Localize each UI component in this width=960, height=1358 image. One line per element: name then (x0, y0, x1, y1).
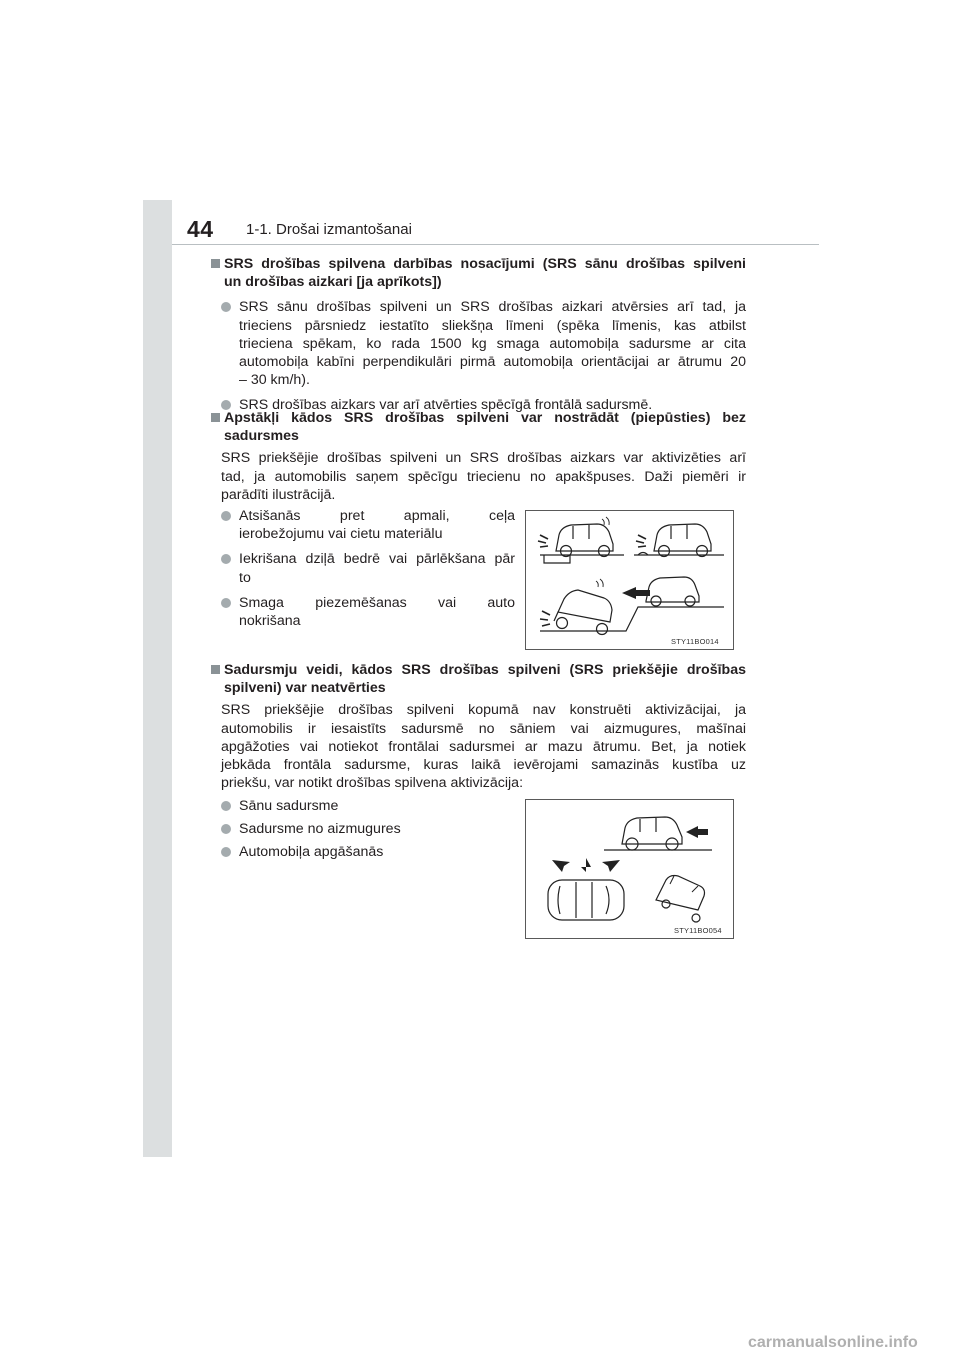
square-bullet-icon (211, 665, 220, 674)
list-item: SRS drošības aizkars var arī atvērties spēcīgā frontālā sadursmē. (219, 396, 746, 414)
list-item: Sadursme no aizmugures (219, 820, 511, 838)
collision-types-list (211, 797, 511, 862)
list-item: Iekrišana dziļā bedrē vai pārlēkšana pār to (219, 550, 515, 586)
list-item: Sānu sadursme (219, 797, 511, 815)
list-item: Automobiļa apgāšanās (219, 843, 511, 861)
section-heading: Apstākļi kādos SRS drošības spilveni var nostrādāt (piepūsties) bez sadursmes (211, 409, 746, 445)
paragraph: SRS priekšējie drošības spilveni un SRS drošības aizkars var aktivizēties arī tad, ja automobilis saņem spēcīgu triecienu no apakšpuses. Daži piemēri ir parādīti ilustrācijā. (221, 450, 746, 503)
list-item: Smaga piezemēšanas vai auto nokrišana (219, 594, 515, 630)
bullet-dot-icon (221, 554, 231, 564)
section-title: 1-1. Drošai izmantošanai (246, 221, 412, 238)
section-heading: Sadursmju veidi, kādos SRS drošības spilveni (SRS priekšējie drošības spilveni) var neatvērties (211, 661, 746, 697)
paragraph: SRS priekšējie drošības spilveni kopumā nav konstruēti aktivizācijai, ja automobilis ir iesaistīts sadursmē no sāniem vai aizmugures, mašīnai apgāžoties vai notiekot frontālai sadursmei ar mazu ātrumu. Bet, ja notiek jebkāda frontāla sadursme, kuras laikā ievērojami samazinās kustība uz priekšu, var notikt drošības spilvena aktivizācija: (221, 702, 746, 792)
bullet-dot-icon (221, 847, 231, 857)
section-heading: SRS drošības spilvena darbības nosacījumi (SRS sānu drošības spilveni un drošības aizkari [ja aprīkots]) (211, 255, 746, 291)
collision-drawing (526, 800, 733, 938)
bullet-dot-icon (221, 598, 231, 608)
page-number: 44 (187, 216, 214, 242)
header-divider (172, 244, 819, 245)
figure-code: STY11BO014 (671, 637, 719, 646)
impact-examples-list (211, 507, 515, 630)
underbody-impact-illustration (525, 510, 734, 650)
bullet-dot-icon (221, 824, 231, 834)
section-no-deploy-collisions (211, 661, 746, 792)
bullet-dot-icon (221, 801, 231, 811)
list-item: SRS sānu drošības spilveni un SRS drošības aizkari atvērsies arī tad, ja trieciens pārsniedz iestatīto sliekšņa līmeni (spēka līmenis, kas atbilst trieciena spēkam, ko rada 1500 kg smaga automobiļa sadursme ar cita automobiļa kabīni perpendikulāri pirmā automobiļa orientācijai ar ātrumu 20 – 30 km/h). (219, 298, 746, 389)
section-airbag-conditions (211, 255, 746, 415)
figure-code: STY11BO054 (674, 926, 722, 935)
square-bullet-icon (211, 413, 220, 422)
collision-types-illustration (525, 799, 734, 939)
chapter-side-tab (143, 200, 172, 1157)
square-bullet-icon (211, 259, 220, 268)
watermark: carmanualsonline.info (748, 1334, 918, 1351)
bullet-dot-icon (221, 302, 231, 312)
section-non-collision-deploy (211, 409, 746, 504)
bullet-dot-icon (221, 511, 231, 521)
list-item: Atsišanās pret apmali, ceļa ierobežojumu vai cietu materiālu (219, 507, 515, 543)
car-impact-drawing (526, 511, 733, 649)
